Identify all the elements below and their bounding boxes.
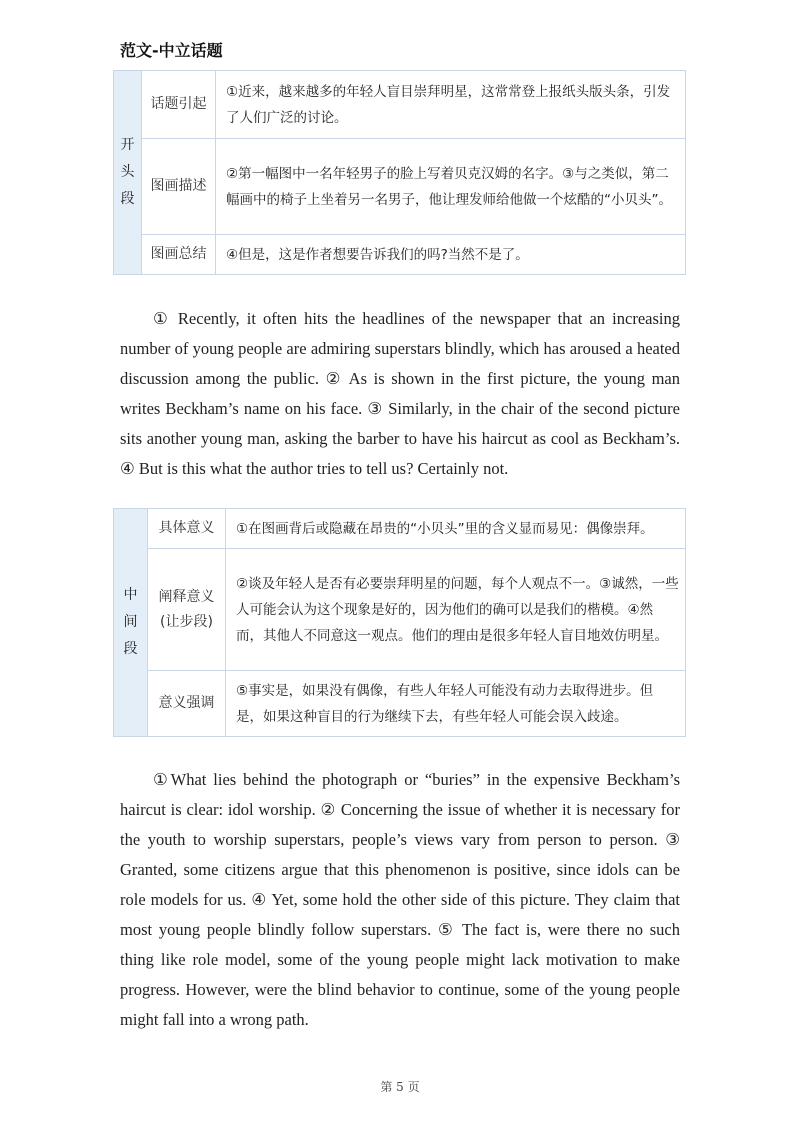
- table-row: [114, 671, 686, 737]
- table-row: [114, 549, 686, 671]
- row-content: ①在图画背后或隐藏在昂贵的“小贝头”里的含义显而易见：偶像崇拜。: [226, 509, 686, 549]
- row-label: 具体意义: [148, 509, 226, 549]
- table-row: [114, 139, 686, 235]
- row-label: 图画总结: [142, 235, 216, 275]
- table-row: [114, 509, 686, 549]
- section-char: 段: [120, 191, 135, 207]
- section-char: 段: [123, 641, 138, 657]
- essay-paragraph-opening: ① Recently, it often hits the headlines of the newspaper that an increasing number of young people are admiring superstars blindly, which has aroused a heated discussion among the public. ② As is shown in the first picture, the young man writes Beckham’s name on his face. ③ Similarly, in the chair of the second picture sits another young man, asking the barber to have his haircut as cool as Beckham’s. ④ But is this what the author tries to tell us? Certainly not.: [120, 309, 680, 478]
- page-title: 范文-中立话题: [120, 41, 223, 60]
- section-label-middle: [114, 509, 148, 737]
- section-label-opening: [114, 71, 142, 275]
- opening-outline-table: [113, 70, 686, 275]
- table-row: [114, 235, 686, 275]
- page-number: 第 5 页: [380, 1080, 420, 1094]
- row-label-sub: (让步段): [160, 613, 213, 630]
- row-content: ①近来，越来越多的年轻人盲目崇拜明星，这常常登上报纸头版头条，引发了人们广泛的讨论。: [216, 71, 686, 139]
- section-char: 开: [120, 137, 135, 153]
- row-content: ②第一幅图中一名年轻男子的脸上写着贝克汉姆的名字。③与之类似，第二幅画中的椅子上坐着另一名男子，他让理发师给他做一个炫酷的“小贝头”。: [216, 139, 686, 235]
- table-row: [114, 71, 686, 139]
- row-label: [148, 549, 226, 671]
- row-content: ④但是，这是作者想要告诉我们的吗?当然不是了。: [216, 235, 686, 275]
- row-content: ⑤事实是，如果没有偶像，有些人年轻人可能没有动力去取得进步。但是，如果这种盲目的行为继续下去，有些年轻人可能会误入歧途。: [226, 671, 686, 737]
- row-label-main: 阐释意义: [158, 588, 215, 605]
- row-label: 意义强调: [148, 671, 226, 737]
- row-label: 话题引起: [142, 71, 216, 139]
- row-label: 图画描述: [142, 139, 216, 235]
- section-char: 头: [120, 164, 135, 180]
- section-char: 间: [123, 614, 138, 630]
- body-outline-table: [113, 508, 686, 737]
- row-content: ②谈及年轻人是否有必要崇拜明星的问题，每个人观点不一。③诚然，一些人可能会认为这个现象是好的，因为他们的确可以是我们的楷模。④然而，其他人不同意这一观点。他们的理由是很多年轻人盲目地效仿明星。: [226, 549, 686, 671]
- essay-paragraph-body: ①What lies behind the photograph or “buries” in the expensive Beckham’s haircut is clear: idol worship. ② Concerning the issue of whether it is necessary for the youth to worship superstars, people’s views vary from person to person. ③ Granted, some citizens argue that this phenomenon is positive, since idols can be role models for us. ④ Yet, some hold the other side of this picture. They claim that most young people blindly follow superstars. ⑤ The fact is, were there no such thing like role model, some of the young people might lack motivation to make progress. However, were the blind behavior to continue, some of the young people might fall into a wrong path.: [120, 770, 680, 1029]
- section-char: 中: [123, 587, 138, 603]
